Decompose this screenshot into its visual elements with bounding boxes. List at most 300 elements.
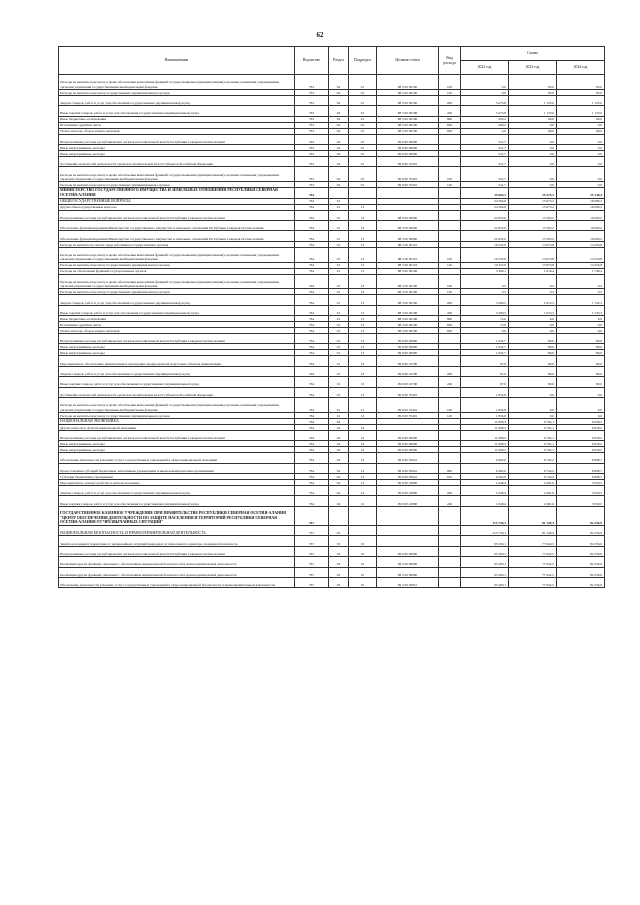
- cell-podrazdel: 13: [349, 398, 377, 413]
- cell-name: Уплата налогов, сборов и иных платежей: [59, 128, 295, 134]
- cell-ved: 764: [295, 274, 329, 289]
- cell-2024: 6,0: [557, 328, 605, 334]
- table-row: [59, 75, 605, 90]
- cell-ved: 763: [295, 116, 329, 122]
- cell-razdel: 01: [329, 274, 349, 289]
- cell-ved: 764: [295, 418, 329, 424]
- cell-2023: 0,0: [509, 182, 557, 188]
- cell-razdel: 01: [329, 268, 349, 274]
- cell-name: Непрограммные расходы республиканских органов исполнительной власти Республики Северная Осетия-Алания: [59, 430, 295, 440]
- cell-name: Иные закупки товаров, работ и услуг для обеспечения государственных (муниципальных) нужд: [59, 106, 295, 116]
- cell-name: Иные непрограммные расходы: [59, 144, 295, 150]
- cell-2022: 3,5: [461, 289, 509, 295]
- cell-name: Обеспечение функционирования Министерства государственного имущества и земельных отношений Республики Северная Осетия-Алания: [59, 220, 295, 230]
- cell-podrazdel: 01: [349, 116, 377, 122]
- cell-csr: 99 9 00 00000: [377, 447, 439, 453]
- cell-2024: 1 749,4: [557, 268, 605, 274]
- cell-2023: 83,0: [509, 75, 557, 90]
- table-row: [59, 134, 605, 144]
- cell-podrazdel: 13: [349, 210, 377, 220]
- cell-name: Субсидии бюджетным учреждениям: [59, 474, 295, 480]
- cell-razdel: 04: [329, 441, 349, 447]
- table-row: [59, 295, 605, 305]
- cell-razdel: 01: [329, 366, 349, 376]
- table-row: [59, 95, 605, 105]
- cell-name: Расходы на выплаты персоналу в целях обеспечения выполнения функций государственными (муниципальными) органами, казенными учреждениями, органами управления государственными внебюджетными фондами: [59, 247, 295, 262]
- cell-2024: 83,0: [557, 75, 605, 90]
- cell-2022: 1 834,8: [461, 398, 509, 413]
- cell-name: Непрограммные расходы республиканских органов исполнительной власти Республики Северная Осетия-Алания: [59, 546, 295, 556]
- cell-ved: 764: [295, 188, 329, 198]
- cell-2024: 14 250,8: [557, 262, 605, 268]
- cell-razdel: 01: [329, 377, 349, 387]
- cell-ved: 767: [295, 557, 329, 567]
- cell-2022: 95 200,1: [461, 536, 509, 546]
- cell-2023: 69,0: [509, 116, 557, 122]
- cell-2022: 1 932,7: [461, 350, 509, 356]
- cell-name: Расходы на выплаты персоналу государственных (муниципальных) органов: [59, 89, 295, 95]
- cell-razdel: 03: [329, 536, 349, 546]
- cell-2022: 541,7: [461, 182, 509, 188]
- cell-csr: 99 9 00 00000: [377, 150, 439, 156]
- cell-2024: 9 058,2: [557, 430, 605, 440]
- cell-podrazdel: 01: [349, 106, 377, 116]
- cell-2022: 541,7: [461, 156, 509, 166]
- cell-csr: 99 9 00 55491: [377, 182, 439, 188]
- cell-csr: 88 5 00 00190: [377, 89, 439, 95]
- table-row: [59, 247, 605, 262]
- col-header-summa: Сумма: [461, 47, 605, 61]
- cell-2023: 1 619,4: [509, 268, 557, 274]
- table-row: [59, 220, 605, 230]
- cell-csr: 99 9 00 05941: [377, 453, 439, 463]
- cell-2024: 1 155,0: [557, 95, 605, 105]
- cell-vr: [439, 430, 461, 440]
- table-row: [59, 506, 605, 525]
- cell-2023: 81 149,4: [509, 506, 557, 525]
- cell-csr: 88 3 00 00190: [377, 274, 439, 289]
- cell-name: Защита населения и территории от чрезвычайных ситуаций природного и техногенного характера, пожарная безопасность: [59, 536, 295, 546]
- table-row: [59, 577, 605, 587]
- cell-name: Иные непрограммные расходы: [59, 344, 295, 350]
- cell-ved: 764: [295, 322, 329, 328]
- cell-2022: 15,0: [461, 322, 509, 328]
- cell-razdel: 04: [329, 128, 349, 134]
- cell-razdel: 04: [329, 75, 349, 90]
- cell-podrazdel: 10: [349, 577, 377, 587]
- cell-podrazdel: 13: [349, 316, 377, 322]
- cell-name: Мероприятия по обеспечению приватизации и проведению предпродажной подготовки объектов приватизации: [59, 356, 295, 366]
- cell-2022: 11 099,3: [461, 424, 509, 430]
- cell-csr: [377, 525, 439, 535]
- cell-ved: 764: [295, 210, 329, 220]
- cell-2024: 82 256,9: [557, 525, 605, 535]
- cell-razdel: 01: [329, 220, 349, 230]
- cell-2024: 82 256,9: [557, 567, 605, 577]
- cell-podrazdel: 13: [349, 387, 377, 397]
- cell-razdel: 04: [329, 182, 349, 188]
- cell-2024: 80,0: [557, 334, 605, 344]
- cell-ved: 767: [295, 525, 329, 535]
- cell-2022: 3 300,1: [461, 268, 509, 274]
- cell-vr: [439, 506, 461, 525]
- cell-razdel: 04: [329, 156, 349, 166]
- cell-ved: 763: [295, 182, 329, 188]
- cell-csr: 99 9 00 55491: [377, 412, 439, 418]
- cell-podrazdel: 13: [349, 204, 377, 210]
- cell-vr: 120: [439, 89, 461, 95]
- cell-podrazdel: 13: [349, 220, 377, 230]
- table-row: [59, 525, 605, 535]
- budget-table: [58, 46, 605, 588]
- cell-2022: 1 932,7: [461, 344, 509, 350]
- cell-2024: 82 256,9: [557, 536, 605, 546]
- cell-2022: 541,7: [461, 150, 509, 156]
- cell-csr: 99 2 00 00000: [377, 557, 439, 567]
- cell-csr: [377, 536, 439, 546]
- col-header-razdel: Раздел: [329, 47, 349, 75]
- cell-podrazdel: 13: [349, 231, 377, 241]
- cell-name: Расходы на выплаты персоналу государственных (муниципальных) органов: [59, 289, 295, 295]
- cell-name: Исполнение судебных актов: [59, 322, 295, 328]
- cell-name: Закупка товаров, работ и услуг для обеспечения государственных (муниципальных) нужд: [59, 366, 295, 376]
- cell-2023: 1 613,3: [509, 295, 557, 305]
- cell-csr: 99 0 00 00000: [377, 546, 439, 556]
- cell-name: Закупка товаров, работ и услуг для обеспечения государственных (муниципальных) нужд: [59, 95, 295, 105]
- cell-razdel: 01: [329, 316, 349, 322]
- cell-2024: 80,0: [557, 350, 605, 356]
- cell-2023: 0,3: [509, 274, 557, 289]
- cell-2023: 0,0: [509, 398, 557, 413]
- table-row: [59, 274, 605, 289]
- cell-2024: 1 743,3: [557, 295, 605, 305]
- budget-table-container: [58, 46, 604, 588]
- cell-name: Реализация других функций, связанных с обеспечением национальной безопасности и правоохранительной деятельности: [59, 567, 295, 577]
- cell-razdel: 04: [329, 496, 349, 506]
- cell-vr: 830: [439, 322, 461, 328]
- cell-2022: 95 200,1: [461, 557, 509, 567]
- table-row: [59, 334, 605, 344]
- cell-csr: 99 0 00 00000: [377, 134, 439, 144]
- cell-ved: 764: [295, 387, 329, 397]
- cell-2022: 115 756,1: [461, 525, 509, 535]
- cell-2022: 11 099,3: [461, 441, 509, 447]
- cell-2024: 16 000,2: [557, 210, 605, 220]
- table-row: [59, 106, 605, 116]
- cell-2023: 25 375,3: [509, 188, 557, 198]
- cell-2023: 0,0: [509, 150, 557, 156]
- cell-csr: 88 5 00 00190: [377, 95, 439, 105]
- cell-2023: 80,0: [509, 356, 557, 366]
- cell-2023: 15 593,2: [509, 231, 557, 241]
- cell-razdel: 04: [329, 116, 349, 122]
- cell-podrazdel: 13: [349, 295, 377, 305]
- cell-razdel: 04: [329, 89, 349, 95]
- cell-razdel: 03: [329, 525, 349, 535]
- cell-2023: 9 702,1: [509, 441, 557, 447]
- cell-2023: 6 724,2: [509, 463, 557, 473]
- cell-2022: 3 475,8: [461, 95, 509, 105]
- cell-razdel: 04: [329, 453, 349, 463]
- cell-razdel: 04: [329, 418, 349, 424]
- cell-name: Исполнение судебных актов: [59, 122, 295, 128]
- cell-csr: 88 5 00 00190: [377, 116, 439, 122]
- cell-name: Иные непрограммные расходы: [59, 150, 295, 156]
- cell-vr: 800: [439, 316, 461, 322]
- cell-csr: 99 9 00 22790: [377, 366, 439, 376]
- cell-csr: 88 3 00 00190: [377, 328, 439, 334]
- cell-2024: 82 256,9: [557, 546, 605, 556]
- cell-csr: 99 9 00 55491: [377, 387, 439, 397]
- cell-2023: 80,0: [509, 350, 557, 356]
- cell-2024: 14 250,8: [557, 247, 605, 262]
- cell-podrazdel: 13: [349, 241, 377, 247]
- cell-2023: 9 702,1: [509, 430, 557, 440]
- table-row: [59, 430, 605, 440]
- cell-podrazdel: 13: [349, 377, 377, 387]
- cell-name: Расходы на выплаты персоналу государственных (муниципальных) органов: [59, 182, 295, 188]
- cell-name: Предоставление субсидий бюджетным, автономным учреждениям и иным некоммерческим организациям: [59, 463, 295, 473]
- cell-2024: 0,0: [557, 322, 605, 328]
- cell-podrazdel: 01: [349, 144, 377, 150]
- cell-name: Иные закупки товаров, работ и услуг для обеспечения государственных (муниципальных) нужд: [59, 496, 295, 506]
- table-row: [59, 356, 605, 366]
- cell-name: Обеспечение деятельности (оказание услуг) государственных учреждений в сфере национальной безопасности и правоохранительной деятельности: [59, 577, 295, 587]
- cell-2023: 1 155,0: [509, 95, 557, 105]
- cell-2023: 6 724,2: [509, 453, 557, 463]
- cell-name: Обеспечение функционирования Министерства государственного имущества и земельных отношений Республики Северная Осетия-Алания: [59, 231, 295, 241]
- cell-csr: 99 9 00 00000: [377, 344, 439, 350]
- cell-name: Уплата налогов, сборов и иных платежей: [59, 328, 295, 334]
- cell-2023: 0,0: [509, 156, 557, 166]
- cell-razdel: 04: [329, 480, 349, 486]
- cell-2022: 19 332,0: [461, 262, 509, 268]
- cell-name: Иные бюджетные ассигнования: [59, 316, 295, 322]
- cell-2022: 3 475,8: [461, 106, 509, 116]
- cell-csr: 88 5 00 00190: [377, 75, 439, 90]
- cell-2024: 3 059,5: [557, 480, 605, 486]
- cell-vr: 850: [439, 328, 461, 334]
- cell-2024: 69,0: [557, 116, 605, 122]
- cell-razdel: 01: [329, 289, 349, 295]
- cell-vr: 240: [439, 106, 461, 116]
- col-header-2024: 2024 год: [557, 61, 605, 75]
- cell-podrazdel: 01: [349, 122, 377, 128]
- cell-name: Расходы на выплаты персоналу в целях обеспечения выполнения функций государственными (муниципальными) органами, казенными учреждениями, органами управления государственными внебюджетными фондами: [59, 398, 295, 413]
- cell-razdel: [329, 188, 349, 198]
- cell-vr: 120: [439, 262, 461, 268]
- table-row: [59, 398, 605, 413]
- cell-razdel: 04: [329, 463, 349, 473]
- cell-2023: 13 973,8: [509, 262, 557, 268]
- cell-2022: 1 649,4: [461, 486, 509, 496]
- cell-podrazdel: 01: [349, 134, 377, 144]
- cell-2024: 1 155,0: [557, 106, 605, 116]
- table-row: [59, 387, 605, 397]
- cell-ved: 764: [295, 198, 329, 204]
- cell-razdel: 04: [329, 424, 349, 430]
- cell-vr: [439, 356, 461, 366]
- cell-2023: 0,0: [509, 167, 557, 182]
- cell-podrazdel: 13: [349, 289, 377, 295]
- cell-2022: 1 834,8: [461, 412, 509, 418]
- cell-2023: 80,0: [509, 344, 557, 350]
- cell-2022: 541,7: [461, 167, 509, 182]
- cell-razdel: 04: [329, 430, 349, 440]
- cell-csr: 99 0 00 00000: [377, 430, 439, 440]
- col-header-vr: Вид расхода: [439, 47, 461, 75]
- cell-2022: 15,0: [461, 316, 509, 322]
- cell-podrazdel: 13: [349, 268, 377, 274]
- cell-vr: [439, 220, 461, 230]
- cell-2024: 0,3: [557, 274, 605, 289]
- cell-vr: [439, 567, 461, 577]
- cell-vr: 100: [439, 75, 461, 90]
- cell-2023: 80,0: [509, 366, 557, 376]
- cell-ved: 767: [295, 506, 329, 525]
- cell-2023: 2 481,9: [509, 496, 557, 506]
- cell-2024: 16 080,2: [557, 198, 605, 204]
- cell-ved: 764: [295, 305, 329, 315]
- cell-2022: 0,0: [461, 75, 509, 90]
- cell-2024: 9 058,2: [557, 418, 605, 424]
- cell-2022: 24 564,8: [461, 204, 509, 210]
- cell-podrazdel: 12: [349, 486, 377, 496]
- cell-razdel: 04: [329, 122, 349, 128]
- cell-ved: 764: [295, 328, 329, 334]
- cell-vr: 200: [439, 366, 461, 376]
- cell-2023: 6 724,2: [509, 474, 557, 480]
- cell-2023: 0,0: [509, 387, 557, 397]
- cell-ved: 764: [295, 289, 329, 295]
- cell-podrazdel: 12: [349, 441, 377, 447]
- cell-name: Закупка товаров, работ и услуг для обеспечения государственных (муниципальных) нужд: [59, 486, 295, 496]
- cell-podrazdel: 13: [349, 328, 377, 334]
- cell-ved: 764: [295, 412, 329, 418]
- cell-vr: 830: [439, 122, 461, 128]
- table-row: [59, 486, 605, 496]
- cell-name: Расходы на выплаты по оплате труда работников государственных органов: [59, 241, 295, 247]
- cell-csr: 88 3 00 00110: [377, 247, 439, 262]
- cell-ved: 767: [295, 536, 329, 546]
- cell-2023: 15 593,2: [509, 210, 557, 220]
- cell-vr: [439, 536, 461, 546]
- cell-2022: 97,9: [461, 377, 509, 387]
- cell-vr: 200: [439, 295, 461, 305]
- cell-name: Расходы на обеспечение функций государственных органов: [59, 268, 295, 274]
- cell-2023: 2 481,9: [509, 486, 557, 496]
- cell-razdel: 01: [329, 350, 349, 356]
- cell-razdel: 04: [329, 447, 349, 453]
- cell-razdel: 01: [329, 356, 349, 366]
- cell-podrazdel: 12: [349, 453, 377, 463]
- cell-vr: [439, 334, 461, 344]
- cell-razdel: 01: [329, 198, 349, 204]
- cell-csr: 99 9 00 55491: [377, 398, 439, 413]
- cell-2023: 9 702,1: [509, 418, 557, 424]
- cell-ved: 763: [295, 167, 329, 182]
- cell-ved: 764: [295, 295, 329, 305]
- cell-2022: 1 649,4: [461, 496, 509, 506]
- cell-podrazdel: 10: [349, 546, 377, 556]
- cell-csr: 88 5 00 00190: [377, 128, 439, 134]
- cell-name: Обеспечение деятельности (оказание услуг) государственных учреждений в сфере национальной экономики: [59, 453, 295, 463]
- cell-vr: [439, 188, 461, 198]
- table-row: [59, 377, 605, 387]
- cell-vr: [439, 546, 461, 556]
- cell-vr: 240: [439, 496, 461, 506]
- cell-podrazdel: 01: [349, 167, 377, 182]
- cell-razdel: 01: [329, 247, 349, 262]
- cell-2024: 80,0: [557, 344, 605, 350]
- cell-2023: 0,0: [509, 122, 557, 128]
- cell-csr: 88 3 00 00110: [377, 262, 439, 268]
- cell-2023: 0,0: [509, 412, 557, 418]
- cell-2022: 1 932,7: [461, 334, 509, 344]
- cell-razdel: 04: [329, 150, 349, 156]
- cell-ved: 763: [295, 134, 329, 144]
- cell-podrazdel: 01: [349, 182, 377, 188]
- table-row: [59, 210, 605, 220]
- cell-name: Закупка товаров, работ и услуг для обеспечения государственных (муниципальных) нужд: [59, 295, 295, 305]
- cell-razdel: 01: [329, 398, 349, 413]
- cell-2024: 3 059,5: [557, 496, 605, 506]
- cell-ved: 764: [295, 474, 329, 480]
- table-body: [59, 75, 605, 588]
- cell-csr: 99 9 00 05941: [377, 474, 439, 480]
- col-header-2023: 2023 год: [509, 61, 557, 75]
- cell-ved: 763: [295, 75, 329, 90]
- cell-2022: 0,0: [461, 89, 509, 95]
- cell-2022: 19 332,0: [461, 247, 509, 262]
- cell-csr: 88 0 00 00000: [377, 210, 439, 220]
- cell-2024: 6 868,7: [557, 453, 605, 463]
- cell-2024: 0,0: [557, 398, 605, 413]
- cell-podrazdel: 13: [349, 334, 377, 344]
- cell-name: НАЦИОНАЛЬНАЯ ЭКОНОМИКА: [59, 418, 295, 424]
- cell-ved: 763: [295, 106, 329, 116]
- cell-2024: 82 256,9: [557, 557, 605, 567]
- cell-csr: 99 0 00 00000: [377, 334, 439, 344]
- cell-vr: 850: [439, 128, 461, 134]
- cell-name: Непрограммные расходы республиканских органов исполнительной власти Республики Северная Осетия-Алания: [59, 134, 295, 144]
- cell-ved: 764: [295, 496, 329, 506]
- cell-2024: 6 868,7: [557, 474, 605, 480]
- cell-podrazdel: 13: [349, 350, 377, 356]
- cell-2023: 77 042,5: [509, 536, 557, 546]
- cell-name: Непрограммные расходы республиканских органов исполнительной власти Республики Северная Осетия-Алания: [59, 210, 295, 220]
- cell-2022: 11 099,3: [461, 430, 509, 440]
- cell-podrazdel: 12: [349, 424, 377, 430]
- table-row: [59, 463, 605, 473]
- cell-csr: 99 9 00 22800: [377, 480, 439, 486]
- cell-vr: [439, 156, 461, 166]
- cell-2022: 4,0: [461, 128, 509, 134]
- cell-podrazdel: 13: [349, 322, 377, 328]
- cell-csr: 99 2 00 05951: [377, 577, 439, 587]
- cell-2022: 35 664,1: [461, 188, 509, 198]
- cell-ved: 763: [295, 95, 329, 105]
- cell-name: Иные закупки товаров, работ и услуг для обеспечения государственных (муниципальных) нужд: [59, 305, 295, 315]
- cell-2023: 0,0: [509, 144, 557, 150]
- cell-2024: 16 080,2: [557, 204, 605, 210]
- cell-2022: 24 564,8: [461, 198, 509, 204]
- cell-ved: 764: [295, 262, 329, 268]
- cell-name: Расходы на выплаты персоналу в целях обеспечения выполнения функций государственными (муниципальными) органами, казенными учреждениями, органами управления государственными внебюджетными фондами: [59, 167, 295, 182]
- cell-2023: 81 149,4: [509, 525, 557, 535]
- cell-razdel: 01: [329, 328, 349, 334]
- cell-2023: 2 481,9: [509, 480, 557, 486]
